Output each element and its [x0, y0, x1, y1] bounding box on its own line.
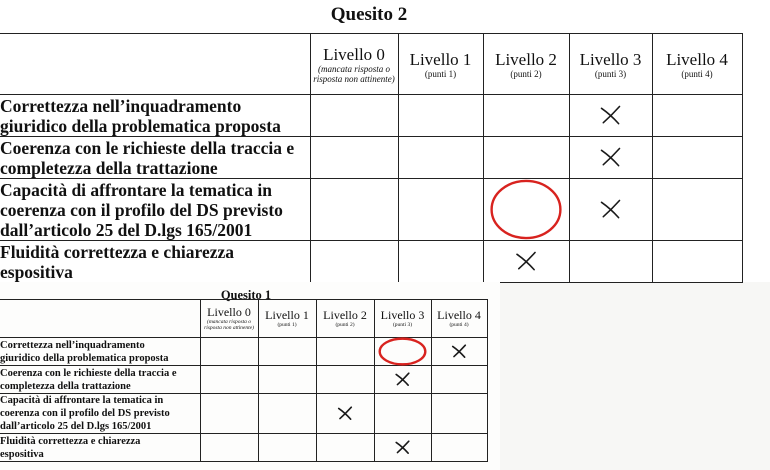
- level-4-header: Livello 4 (punti 4): [652, 34, 742, 95]
- criterion-cell: Correttezza nell’inquadramento giuridico della problematica proposta: [0, 95, 310, 137]
- level-1-header: Livello 1 (punti 1): [258, 300, 316, 338]
- level-3-header: Livello 3 (punti 3): [374, 300, 431, 338]
- criterion-cell: Fluidità correttezza e chiarezza espositiva: [0, 241, 310, 283]
- criterion-cell: Capacità di affrontare la tematica in coerenza con il profilo del DS previsto dall’articolo 25 del D.lgs 165/2001: [0, 394, 200, 434]
- level-3-header: Livello 3 (punti 3): [569, 34, 652, 95]
- table-row: [0, 394, 487, 434]
- criterion-cell: Coerenza con le richieste della traccia e completezza della trattazione: [0, 137, 310, 179]
- table-row: [0, 179, 742, 241]
- quesito-2-table: [0, 33, 743, 283]
- level-2-header: Livello 2 (punti 2): [316, 300, 374, 338]
- table-row: [0, 95, 742, 137]
- header-row: [0, 300, 487, 338]
- criterion-cell: Capacità di affrontare la tematica in coerenza con il profilo del DS previsto dall’articolo 25 del D.lgs 165/2001: [0, 179, 310, 241]
- table-row: [0, 366, 487, 394]
- blank-header-cell: [0, 34, 310, 95]
- quesito-1-title: Quesito 1: [220, 288, 272, 302]
- level-0-header: Livello 0 (mancata risposta o risposta non attinente): [310, 34, 398, 95]
- table-row: [0, 137, 742, 179]
- level-4-header: Livello 4 (punti 4): [431, 300, 487, 338]
- level-2-header: Livello 2 (punti 2): [483, 34, 569, 95]
- criterion-cell: Coerenza con le richieste della traccia e completezza della trattazione: [0, 366, 200, 394]
- table-row: [0, 434, 487, 462]
- criterion-cell: Correttezza nell’inquadramento giuridico della problematica proposta: [0, 338, 200, 366]
- criterion-cell: Fluidità correttezza e chiarezza espositiva: [0, 434, 200, 462]
- level-1-header: Livello 1 (punti 1): [398, 34, 483, 95]
- table-row: [0, 241, 742, 283]
- table-row: [0, 338, 487, 366]
- quesito-2-title: Quesito 2: [330, 4, 408, 25]
- blank-header-cell: [0, 300, 200, 338]
- quesito-1-table: [0, 299, 488, 462]
- level-0-header: Livello 0 (mancata risposta o risposta non attinente): [200, 300, 258, 338]
- header-row: [0, 34, 742, 95]
